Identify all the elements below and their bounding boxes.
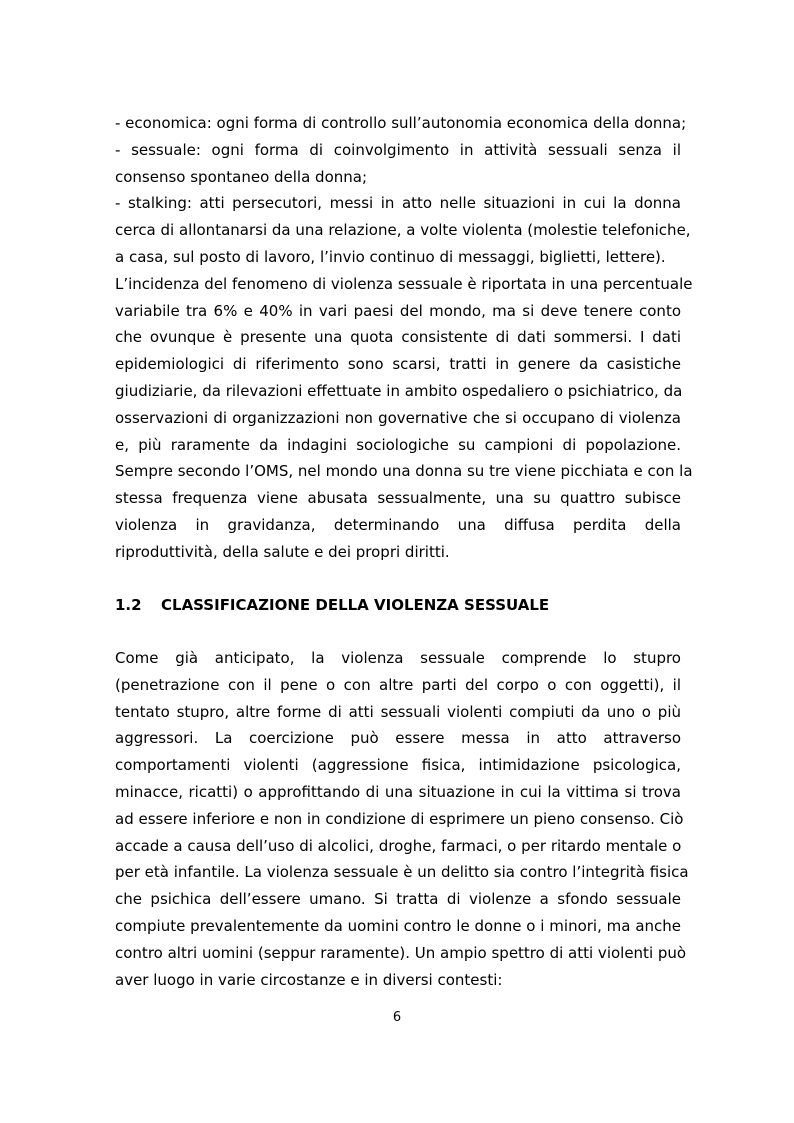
text-line: a casa, sul posto di lavoro, l’invio continuo di messaggi, biglietti, lettere). bbox=[115, 247, 666, 266]
text-line: Come già anticipato, la violenza sessuale comprende lo stupro bbox=[115, 649, 681, 667]
text-line: giudiziarie, da rilevazioni effettuate in ambito ospedaliero o psichiatrico, da bbox=[115, 381, 683, 400]
text-line: aggressori. La coercizione può essere messa in atto attraverso bbox=[115, 729, 681, 748]
text-line: aver luogo in varie circostanze e in diversi contesti: bbox=[115, 970, 503, 989]
text-line: (penetrazione con il pene o con altre parti del corpo o con oggetti), il bbox=[115, 675, 681, 694]
text-line: contro altri uomini (seppur raramente). Un ampio spettro di atti violenti può bbox=[115, 943, 687, 962]
text-line: violenza in gravidanza, determinando una diffusa perdita della bbox=[115, 515, 681, 534]
paragraph-block-2 bbox=[115, 645, 689, 993]
text-line: che ovunque è presente una quota consistente di dati sommersi. I dati bbox=[115, 328, 681, 347]
text-line: stessa frequenza viene abusata sessualmente, una su quattro subisce bbox=[115, 489, 681, 508]
section-heading bbox=[115, 592, 681, 618]
paragraph-block-1 bbox=[115, 110, 693, 566]
text-line: - stalking: atti persecutori, messi in atto nelle situazioni in cui la donna bbox=[115, 194, 681, 213]
text-line: cerca di allontanarsi da una relazione, a volte violenta (molestie telefoniche, bbox=[115, 221, 691, 240]
section-number: 1.2 bbox=[115, 596, 142, 614]
page-number: 6 bbox=[392, 1010, 402, 1025]
text-line: consenso spontaneo della donna; bbox=[115, 167, 368, 186]
text-line: L’incidenza del fenomeno di violenza sessuale è riportata in una percentuale bbox=[115, 274, 693, 293]
text-line: epidemiologici di riferimento sono scarsi, tratti in genere da casistiche bbox=[115, 355, 681, 374]
text-line: e, più raramente da indagini sociologiche su campioni di popolazione. bbox=[115, 435, 681, 454]
text-line: riproduttività, della salute e dei propri diritti. bbox=[115, 542, 450, 561]
text-line: - sessuale: ogni forma di coinvolgimento in attività sessuali senza il bbox=[115, 140, 681, 159]
text-line: - economica: ogni forma di controllo sull’autonomia economica della donna; bbox=[115, 114, 687, 132]
text-line: per età infantile. La violenza sessuale è un delitto sia contro l’integrità fisica bbox=[115, 863, 689, 882]
text-line: comportamenti violenti (aggressione fisica, intimidazione psicologica, bbox=[115, 756, 681, 775]
text-line: tentato stupro, altre forme di atti sessuali violenti compiuti da uno o più bbox=[115, 702, 681, 721]
text-line: osservazioni di organizzazioni non governative che si occupano di violenza bbox=[115, 408, 681, 427]
section-title: CLASSIFICAZIONE DELLA VIOLENZA SESSUALE bbox=[161, 596, 550, 614]
text-line: compiute prevalentemente da uomini contro le donne o i minori, ma anche bbox=[115, 916, 681, 935]
text-line: accade a causa dell’uso di alcolici, droghe, farmaci, o per ritardo mentale o bbox=[115, 836, 682, 855]
text-line: Sempre secondo l’OMS, nel mondo una donna su tre viene picchiata e con la bbox=[115, 462, 693, 481]
text-line: minacce, ricatti) o approfittando di una situazione in cui la vittima si trova bbox=[115, 782, 681, 801]
text-line: ad essere inferiore e non in condizione di esprimere un pieno consenso. Ciò bbox=[115, 809, 684, 828]
text-line: variabile tra 6% e 40% in vari paesi del mondo, ma si deve tenere conto bbox=[115, 301, 681, 320]
text-line: che psichica dell’essere umano. Si tratta di violenze a sfondo sessuale bbox=[115, 890, 681, 909]
